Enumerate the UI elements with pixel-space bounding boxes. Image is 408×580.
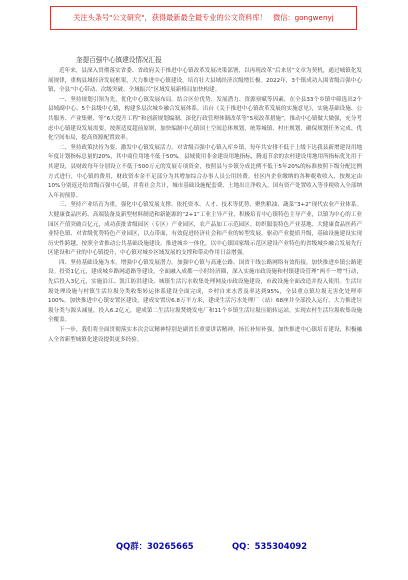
banner-text: 关注头条号"公文研究"，获得最新最全最专业的公文资料库！: [73, 13, 267, 22]
paragraph-2: 二、坚持政策扶持为要，激发中心镇发展活力。对省级百强中心镇入库乡镇，每年共安排不低于上级下达我县新增建设用地年度计划指标总量的20%，其中商住用地不低于50%。县域使用非金建设用地指标，腾退节余的农村建设用地用所指标优先用于其建设，县财政每年分别设立不低于500万元的发展专项资金，按照县与乡镇分成比例不低于5年20%的标准按照下级分配比例方式进行，中心镇的费用，财政资本金不足部分为其增加综合办事人员公用经费。驻区内企业缴纳的各种税收收入，按规定由10%分别返还给省级百强中心镇，并将社会共计，城市基础设施配套费、土地出让净收入，国有资产处置收入等非税收入全部纳入年初预算。: [48, 144, 362, 199]
qq-group-number: QQ群：30265665: [116, 541, 194, 551]
paragraph-1: 一、坚持规划引领为先，优化中心镇发展布局。结合区位优势、发展潜力、资源禀赋等因素，在全县33个乡镇中筛选出2个县域副中心、5个县级中心镇，构建多层次城乡融合发展体系。出台《关于推进中心镇改革发展的实施意见》，实施基础设施、公共服务、产业集聚、等“6大提升工程”和创新规划编制、深化行政管理体制改革等“5项改革措施”，推动中心镇做大做强，充分考虑中心镇建设发展需要，按照适度超前原则，加快编制中心镇国土空间总体规划，统筹城镇、村庄规划、确保规划任务完成、优化空间布局，提高资源配置效率。: [48, 96, 362, 142]
banner-wechat: 微信：gongwenyj: [273, 13, 334, 22]
document-body: [48, 67, 362, 345]
paragraph-intro: 近年来，县深入贯彻落实省委、省政府关于推进中心镇改革发展决策部署，以再现改革“后来居”文章为契机，通过城镇化发展规律，重构县域经济发展框架，大力推进中心镇建设，培育壮大县域经济次级增长极。2022年，3个镇成功入围省级百强中心镇，全县“中心带动、次级突破、全域振兴”区域发展新格局加快构建。: [48, 68, 362, 94]
qq-number: QQ：535304092: [232, 541, 308, 551]
document-title: 奎提百强中心镇建设情况汇报: [76, 56, 162, 64]
paragraph-4: 四、坚持基础设施为本，增强中心镇发展潜力。加强中心镇与高速公路、国省干线公路网络有效衔接，加快推进乡镇公路建设。投资1亿元，建成城乡路网道路等建设，全面融入成都一小时经济圈，深入实施市政设施和村镇建设管理“两不一增”行动，先后投入3亿元，实施沿江、凯江防洪建设、城镇生活污水收集处理网及市政设施建设，市政设施全面改造并投入使用。生活垃圾处理设施与村镇生活垃圾分类收集转运体系建设全面完成，乡村自来水普及率达到95%，全县重点镇垃圾无害化处理率100%。加快推进中心镇安置区建设，建成安置房6.8万平方米，建成生活污水处理厂（站）68座并全部投入运行，大力推进垃圾分类与源头减量，投入6.2亿元，建成第二生活垃圾焚烧发电厂和11个乡镇生活垃圾压缩转运站，实现农村生活垃圾收集设施全覆盖。: [48, 259, 362, 324]
paragraph-closing: 下一步，我们将全面贯彻落实本次会议精神特别是副省长重要讲话精神，扬长补短补强，加快推进中心镇培育建设，积极融入全省新型城镇化建设提供更多经验。: [48, 327, 362, 343]
top-banner: [50, 6, 357, 30]
paragraph-3: 三、坚持产业培育为重，强化中心镇发展支撑。依托资本、人才、技术等优势，聚焦粮油、蔬菜“3+2”现代农业产业体系。大健康食品医药、高端装备及新型材料制造和新能源的“2+1”工业主导产业，积极培育中心镇特色主导产业，以镇为中心的工业园区产值突破百亿元，成功获批省级园区（专区）产业园区，农产品加工示范园区、纺织服装特色产业基地、大健康食品医药产业特色镇、对省级优势特色产业园区，以点带面，有效促进经济社会和产业的转型发展，驱动产业提质升级，基础设施建设实现历史性跨越。按照全省推动公共基础设施建设，推进城乡一体化。以中心镇国家级示范区建设产业特色的省级城乡融合发展先行区建设和产业的中心镇提升，中心镇对城乡区域发展的支撑和带动作用日益增强。: [48, 202, 362, 257]
